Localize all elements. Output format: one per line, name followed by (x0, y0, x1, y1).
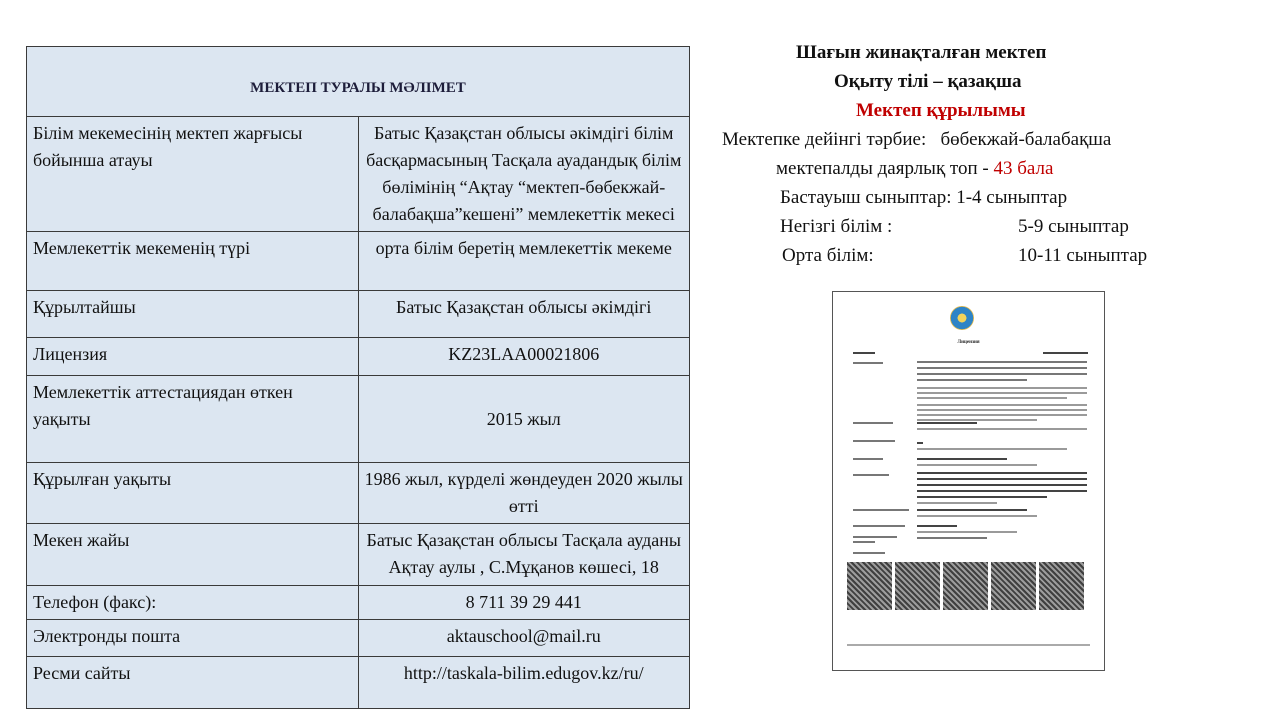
state-emblem-icon (950, 306, 974, 330)
school-info-table (26, 46, 690, 709)
qr-code-image (943, 562, 988, 610)
row-value-website: http://taskala-bilim.edugov.kz/ru/ (358, 657, 690, 709)
row-label-license: Лицензия (27, 338, 359, 376)
preschool-group-line (776, 154, 1053, 183)
basic-education-label: Негізгі білім : (780, 216, 893, 237)
primary-classes: Бастауыш сыныптар: 1-4 сыныптар (780, 187, 1068, 208)
row-label-phone: Телефон (факс): (27, 586, 359, 620)
preschool-group-label: мектепалды даярлық топ - (776, 158, 989, 179)
row-value-address: Батыс Қазақстан облысы Тасқала ауданы Ақтау аулы , С.Мұқанов көшесі, 18 (358, 524, 690, 586)
preschool-group-count: 43 бала (993, 158, 1054, 179)
row-value-name: Батыс Қазақстан облысы әкімдігі білім басқармасының Тасқала ауадандық білім бөлімінің “Ақтау “мектеп-бөбекжай-балабақша”кешені” мемлекеттік мекесі (358, 117, 690, 232)
qr-code-image (1039, 562, 1084, 610)
row-label-founded: Құрылған уақыты (27, 463, 359, 524)
row-value-phone: 8 711 39 29 441 (358, 586, 690, 620)
row-value-founded: 1986 жыл, күрделі жөндеуден 2020 жылы өтті (358, 463, 690, 524)
row-label-attestation: Мемлекеттік аттестациядан өткен уақыты (27, 376, 359, 463)
row-value-email: aktauschool@mail.ru (358, 620, 690, 657)
row-value-license: KZ23LAA00021806 (358, 338, 690, 376)
row-label-type: Мемлекеттік мекеменің түрі (27, 232, 359, 291)
row-label-founder: Құрылтайшы (27, 291, 359, 338)
row-value-type: орта білім беретің мемлекеттік мекеме (358, 232, 690, 291)
structure-title: Мектеп құрылымы (856, 100, 1026, 121)
table-header: МЕКТЕП ТУРАЛЫ МӘЛІМЕТ (27, 47, 690, 117)
preschool-label: Мектепке дейінгі тәрбие: (722, 129, 927, 150)
row-value-founder: Батыс Қазақстан облысы әкімдігі (358, 291, 690, 338)
row-label-address: Мекен жайы (27, 524, 359, 586)
license-doc-title: Лицензия (957, 340, 980, 345)
row-label-website: Ресми сайты (27, 657, 359, 709)
school-type: Шағын жинақталған мектеп (796, 42, 1047, 63)
basic-education-value: 5-9 сыныптар (1018, 216, 1129, 237)
row-label-name: Білім мекемесінің мектеп жарғысы бойынша атауы (27, 117, 359, 232)
teaching-language: Оқыту тілі – қазақша (834, 71, 1022, 92)
preschool-value: бөбекжай-балабақша (940, 129, 1112, 150)
qr-code-image (847, 562, 892, 610)
preschool-line (722, 125, 1111, 154)
license-document-image (832, 291, 1105, 671)
secondary-education-value: 10-11 сыныптар (1018, 245, 1148, 266)
qr-code-image (991, 562, 1036, 610)
qr-code-image (895, 562, 940, 610)
secondary-education-label: Орта білім: (782, 245, 874, 266)
row-label-email: Электронды пошта (27, 620, 359, 657)
row-value-attestation: 2015 жыл (358, 376, 690, 463)
